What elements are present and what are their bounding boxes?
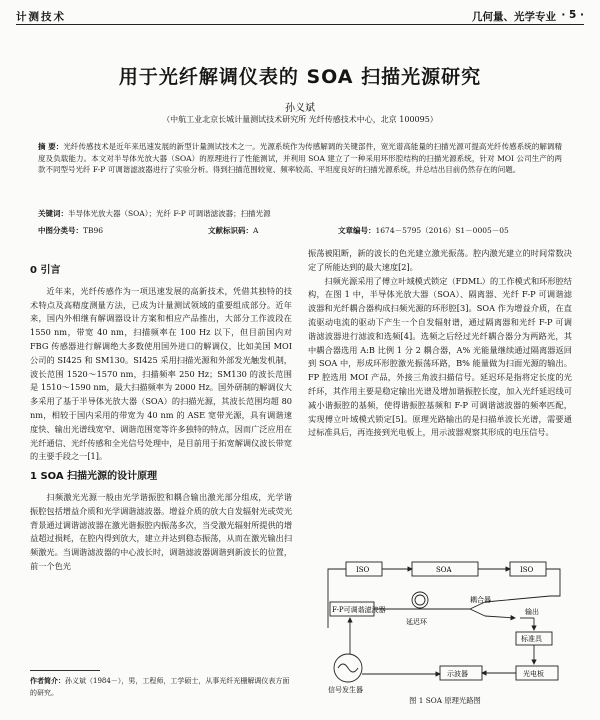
figure-1-caption: 图 1 SOA 原理光路图 (409, 696, 481, 705)
footnote-rule (30, 670, 100, 671)
abstract (38, 141, 562, 176)
intro-heading: 0 引言 (30, 265, 61, 276)
footnote-label: 作者简介： (30, 677, 65, 685)
right-paragraph-1: 振荡被阻断，新的波长的色光建立激光振荡。腔内激光建立的时间常数决定了所能达到的最大速度[2]。 (308, 248, 572, 272)
keywords-label: 关键词： (38, 209, 68, 218)
fp-filter-label: F-P可调谐滤波器 (332, 606, 386, 614)
intro-paragraph: 近年来，光纤传感作为一项迅速发展的高新技术，凭借其独特的技术特点及高精度测量方法，已成为计量测试领域的重要组成部分。近年来，国内外相继有解调器设计方案和相应产品推出，大部分工作波段在 1550 nm，带宽 40 nm，扫描频率在 100 Hz 以下，但目前国内对 FBG 传感器进行解调绝大多数使用国外进口的解调仪，比如美国 MOI 公司的 SI425 和 SM130。SI425 采用扫描光源和外部发光触发机制，波长范围 1520～1570 nm，扫描频率 250 Hz；SM130 的波长范围是 1510～1590 nm，最大扫描频率为 2000 Hz。国外研制的解调仪大多采用了基于半导体光放大器（SOA）的扫描光源，其波长范围均超 80 nm，相较于国内采用的带宽为 40 nm 的 ASE 宽带光源，具有调谐速度快、输出光谱线宽窄、调谐范围宽等许多独特的特点，因而广泛应用在光纤通信、光纤传感和全光信号处理中，是目前用于拓宽解调仪波长带宽的主要手段之一[1]。 (30, 285, 293, 462)
keywords (38, 208, 562, 219)
classification-line (38, 225, 562, 237)
affiliation: （中航工业北京长城计量测试技术研究所 光纤传感技术中心，北京 100095） (162, 115, 438, 124)
isolator-1-label: ISO (356, 566, 370, 574)
figure-1-diagram (320, 556, 570, 696)
section-name: 几何量、光学专业 (472, 11, 556, 23)
paper-title: 用于光纤解调仪表的 SOA 扫描光源研究 (118, 66, 482, 88)
signal-generator-label: 信号发生器 (328, 686, 363, 694)
section-1-paragraph: 扫频激光光源一般由光学谐振腔和耦合输出激光部分组成，光学谐振腔包括增益介质和光学调谐滤波器。增益介质的放大自发辐射光或荧光背景通过调谐滤波器在激光谐振腔内振荡多次，当受激光辐射所提供的增益超过损耗，在腔内得到放大，建立并达到稳态振荡，从而在激光输出扫频激光。当调谐滤波器的中心波长时，调谐滤波器调谐到新波长的位置，前一个色光 (30, 491, 293, 571)
etalon-label: 标准具 (521, 635, 542, 643)
delay-loop (412, 592, 428, 608)
soa-label: SOA (436, 566, 452, 574)
section-1-heading: 1 SOA 扫描光源的设计原理 (30, 471, 158, 483)
clc-label: 中图分类号： (38, 226, 83, 235)
right-column (308, 247, 572, 440)
page-number: · 5 · (561, 9, 584, 21)
article-no-label: 文章编号： (338, 226, 376, 235)
article-no-value: 1674－5795（2016）S1－0005－05 (375, 226, 509, 235)
right-paragraph-2: 扫频光源采用了傅立叶域模式锁定（FDML）的工作模式和环形腔结构，在图 1 中，半导体光放大器（SOA）、隔离器、光纤 F-P 可调谐滤波器和光纤耦合器构成扫频光源的环形腔[3]。SOA 作为增益介质，在直流驱动电流的驱动下产生一个自发辐射谱，通过隔离器和光纤 F-P 可调谐滤波器进行滤波和选频[4]。选频之后经过光纤耦合器分为两路光，其中耦合器选用 A:B 比例 1 分 2 耦合器，A% 光能量继续通过隔离器返回到 SOA 中，形成环形腔激光振荡环路，B% 能量做为扫面光源的输出。FP 腔选用 MOI 产品，外接三角波扫描信号。延迟环是指将定长度的光纤环，其作用主要是稳定输出光谱及增加谐振腔长度，加入光纤延迟线可减小谐振腔的基频，使得谐振腔基频和 F-P 可调谐滤波器的频率匹配，实现傅立叶域模式锁定[5]。原理光路输出的是扫描单波长光谱，需要通过标准具后，再连接到光电板上，用示波器观察其形成的电压信号。 (308, 275, 572, 438)
oscilloscope-label: 示波器 (447, 670, 468, 678)
author-footnote (30, 675, 292, 699)
photodetector-label: 光电板 (523, 670, 544, 678)
isolator-2-label: ISO (520, 566, 534, 574)
keywords-text: 半导体光放大器（SOA）；光纤 F-P 可调谐滤波器；扫描光源 (68, 209, 271, 218)
journal-name: 计测技术 (16, 11, 66, 23)
abstract-text: 光纤传感技术是近年来迅速发展的新型计量测试技术之一。光源系统作为传感解调的关键部件，宽光谱高能量的扫描光源可提高光纤传感系统的解调精度及负载能力。本文对半导体光放大器（SOA）的原理进行了性能测试，并利用 SOA 建立了一种采用环形腔结构的扫描光源系统，针对 MOI 公司生产的两款不同型号光纤 F-P 可调谐滤波器进行了实验分析。得到扫描范围较宽、频率较高、平坦度良好的扫描光源系统，并总结出目前仍然存在的问题。 (38, 142, 562, 174)
output-label: 输出 (525, 608, 539, 616)
author: 孙义斌 (285, 103, 315, 114)
left-column (30, 258, 292, 574)
doc-code-value: A (253, 226, 259, 235)
coupler-label: 耦合器 (470, 596, 491, 604)
doc-code-label: 文献标识码： (208, 226, 253, 235)
footnote-text: 孙义斌（1984－），男，工程师，工学硕士，从事光纤光栅解调仪表方面的研究。 (30, 677, 290, 697)
abstract-label: 摘 要： (38, 142, 64, 151)
delay-loop-label: 延迟环 (406, 618, 427, 626)
clc-value: TB96 (83, 226, 104, 235)
header-rule (16, 24, 584, 25)
